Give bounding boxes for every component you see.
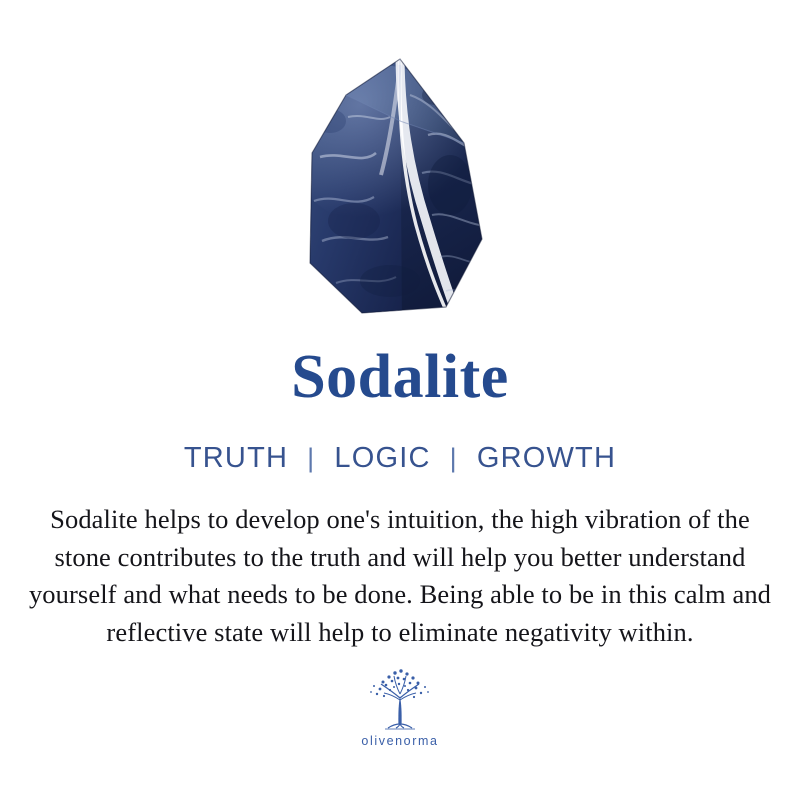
sodalite-crystal-point-image: [250, 25, 550, 325]
keyword-logic: LOGIC: [334, 442, 431, 474]
keyword-truth: TRUTH: [183, 442, 289, 474]
page-title: Sodalite: [291, 343, 509, 411]
keyword-growth: GROWTH: [476, 442, 617, 474]
description-text: Sodalite helps to develop one's intuition, the high vibration of the stone contributes to the truth and will help you better understand yourself and what needs to be done. Being able to be in this calm and reflective state will help to eliminate negativity within.: [28, 504, 772, 647]
keyword-row: [182, 442, 618, 475]
tree-of-life-icon: [363, 666, 437, 732]
brand-name: olivenorma: [361, 733, 439, 748]
stone-image-container: [0, 10, 800, 340]
brand-block: [361, 666, 438, 748]
keyword-separator-2: |: [449, 443, 458, 473]
keyword-separator-1: |: [307, 443, 316, 473]
